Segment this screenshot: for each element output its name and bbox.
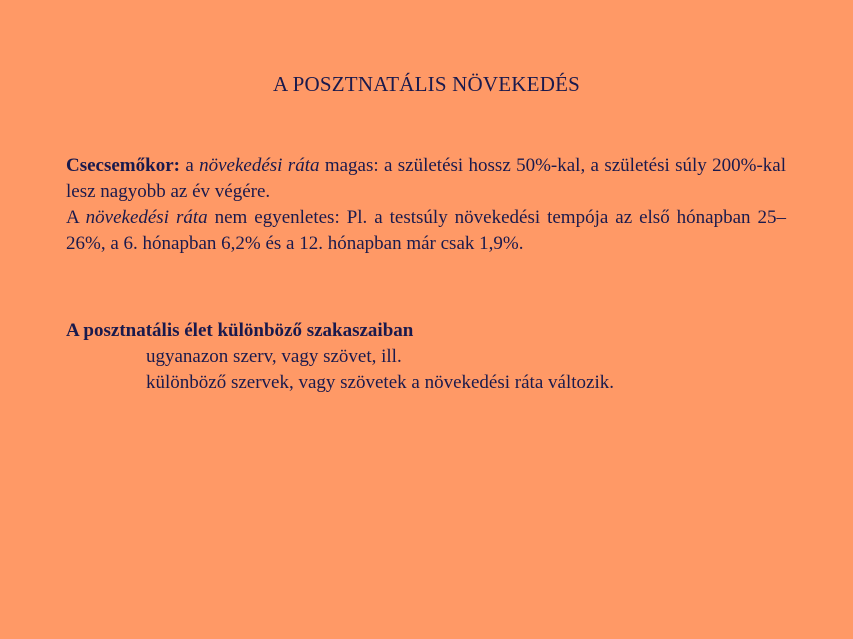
paragraph-infancy xyxy=(66,153,786,257)
stages-line-2: különböző szervek, vagy szövetek a növekedési ráta változik. xyxy=(146,372,614,393)
text-segment: a xyxy=(179,155,200,176)
growth-rate-term: növekedési ráta xyxy=(199,155,320,176)
text-segment: nem egyenletes: Pl. a testsúly növekedési tempója az első hónapban 25–26%, a 6. hónapban 6,2% és a 12. hónapban már csak 1,9%. xyxy=(66,207,786,254)
text-segment: magas: a születési hossz 50%-kal, a születési súly 200%-kal lesz nagyobb az év végére. xyxy=(66,155,786,202)
growth-rate-term: növekedési ráta xyxy=(85,207,208,228)
paragraph-postnatal-stages xyxy=(66,318,786,396)
stages-heading: A posztnatális élet különböző szakaszaiban xyxy=(66,320,414,341)
text-segment: A xyxy=(66,207,86,228)
stages-line-1: ugyanazon szerv, vagy szövet, ill. xyxy=(146,346,402,367)
infancy-label: Csecsemőkor: xyxy=(66,155,180,176)
slide-title: A POSZTNATÁLIS NÖVEKEDÉS xyxy=(273,72,580,96)
